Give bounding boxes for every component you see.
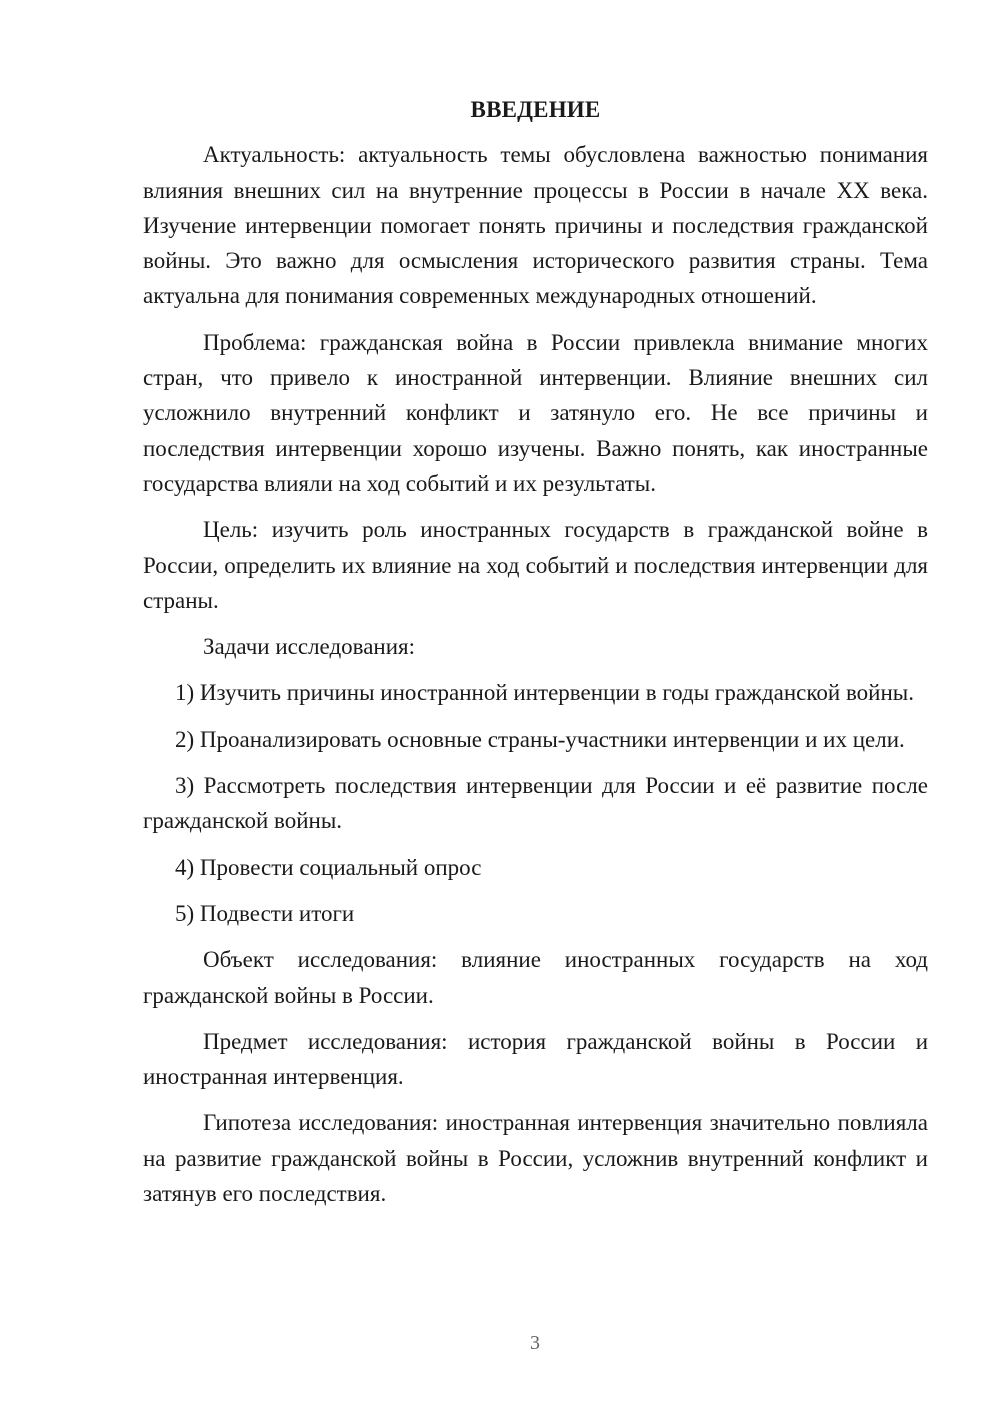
page-content (143, 92, 928, 1222)
tasks-heading: Задачи исследования: (203, 634, 416, 660)
task-item-4: 4) Провести социальный опрос (175, 854, 482, 880)
page-number: 3 (530, 1332, 540, 1354)
task-item-2: 2) Проанализировать основные страны-участники интервенции и их цели. (175, 726, 905, 752)
object-paragraph: Объект исследования: влияние иностранных государств на ход гражданской войны в России. (143, 947, 928, 1008)
subject-paragraph: Предмет исследования: история гражданской войны в России и иностранная интервенция. (143, 1028, 928, 1090)
hypothesis-paragraph: Гипотеза исследования: иностранная интервенция значительно повлияла на развитие гражданской войны в России, усложнив внутренний конфликт и затянув его последствия. (143, 1110, 928, 1207)
task-item-1: 1) Изучить причины иностранной интервенции в годы гражданской войны. (175, 680, 914, 706)
section-title: ВВЕДЕНИЕ (470, 97, 601, 122)
problem-paragraph: Проблема: гражданская война в России привлекла внимание многих стран, что привело к иностранной интервенции. Влияние внешних сил усложнило внутренний конфликт и затянуло его. Не все причины и последствия интервенции хорошо изучены. Важно понять, как иностранные государства влияли на ход событий и их результаты. (143, 329, 928, 496)
task-item-3: 3) Рассмотреть последствия интервенции для России и её развитие после гражданской войны. (143, 773, 928, 834)
goal-paragraph: Цель: изучить роль иностранных государств в гражданской войне в России, определить их влияние на ход событий и последствия интервенции для страны. (143, 517, 928, 613)
task-item-5: 5) Подвести итоги (175, 900, 355, 926)
relevance-paragraph: Актуальность: актуальность темы обусловлена важностью понимания влияния внешних сил на внутренние процессы в России в начале XX века. Изучение интервенции помогает понять причины и последствия гражданской войны. Это важно для осмысления исторического развития страны. Тема актуальна для понимания современных международных отношений. (143, 142, 928, 309)
